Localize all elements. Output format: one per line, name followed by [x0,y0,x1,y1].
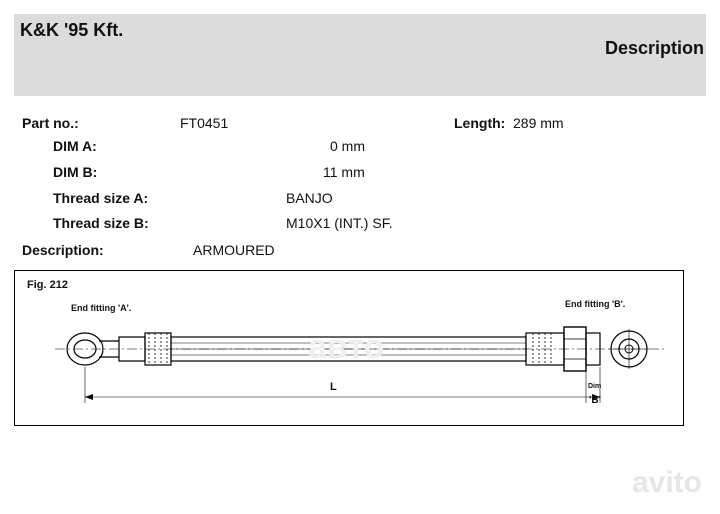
dim-label: Dim [588,383,602,390]
dim-b-marker: 'B' [589,395,601,406]
dim-a-value: 0 mm [330,138,365,154]
page-title: Description [604,38,704,58]
description-label: Description: [22,242,104,258]
thread-b-value: M10X1 (INT.) SF. [286,215,393,231]
part-no-label: Part no.: [22,115,79,131]
description-value: ARMOURED [193,242,275,258]
length-dimension [85,367,600,403]
length-marker: L [330,381,337,393]
figure-title: Fig. 212 [27,279,68,291]
end-fitting-a-label: End fitting 'A'. [71,303,132,313]
thread-b-label: Thread size B: [53,215,149,231]
dim-b-value: 11 mm [323,164,365,180]
length-value: 289 mm [513,115,564,131]
watermark-center: авто [308,328,385,366]
header-band [14,14,706,96]
length-label: Length: [454,115,506,131]
part-no-value: FT0451 [180,115,229,131]
avito-watermark: avito [631,466,702,499]
dim-a-label: DIM A: [53,138,97,154]
thread-a-value: BANJO [286,190,333,206]
dim-b-label: DIM B: [53,164,98,180]
end-view-circle [609,329,649,369]
end-fitting-b-label: End fitting 'B'. [565,299,626,309]
thread-a-label: Thread size A: [53,190,149,206]
company-name: K&K '95 Kft. [20,20,124,40]
